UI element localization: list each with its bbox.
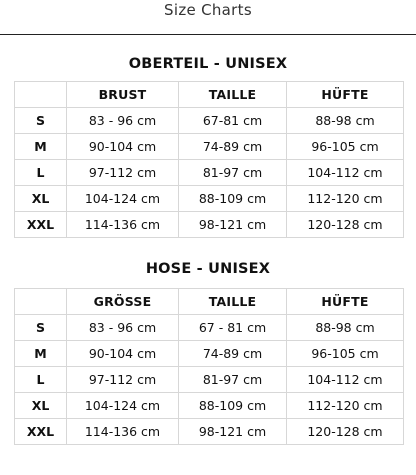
table-title-hose: HOSE - UNISEX <box>145 261 271 277</box>
table-header-row <box>15 289 404 315</box>
measurement-cell: 81-97 cm <box>179 160 287 186</box>
column-header-taille: TAILLE <box>179 289 287 315</box>
measurement-cell: 120-128 cm <box>287 212 404 238</box>
size-label: S <box>15 108 67 134</box>
measurement-cell: 83 - 96 cm <box>67 108 179 134</box>
measurement-cell: 67 - 81 cm <box>179 315 287 341</box>
table-row <box>15 393 404 419</box>
size-label: S <box>15 315 67 341</box>
size-label: L <box>15 367 67 393</box>
table-row <box>15 212 404 238</box>
table-row <box>15 134 404 160</box>
measurement-cell: 97-112 cm <box>67 367 179 393</box>
measurement-cell: 112-120 cm <box>287 393 404 419</box>
page-header <box>0 0 416 35</box>
size-label: XXL <box>15 419 67 445</box>
measurement-cell: 114-136 cm <box>67 419 179 445</box>
measurement-cell: 98-121 cm <box>179 419 287 445</box>
size-label: XL <box>15 393 67 419</box>
measurement-cell: 88-98 cm <box>287 315 404 341</box>
table-row <box>15 341 404 367</box>
column-header-brust: BRUST <box>67 82 179 108</box>
column-header-huefte: HÜFTE <box>287 82 404 108</box>
measurement-cell: 104-112 cm <box>287 160 404 186</box>
table-row <box>15 108 404 134</box>
table-row <box>15 186 404 212</box>
measurement-cell: 74-89 cm <box>179 134 287 160</box>
column-header-size <box>15 289 67 315</box>
measurement-cell: 114-136 cm <box>67 212 179 238</box>
page-title: Size Charts <box>164 1 252 19</box>
measurement-cell: 120-128 cm <box>287 419 404 445</box>
table-row <box>15 367 404 393</box>
measurement-cell: 96-105 cm <box>287 134 404 160</box>
measurement-cell: 96-105 cm <box>287 341 404 367</box>
table-body <box>15 315 404 445</box>
size-table-hose <box>14 288 404 445</box>
measurement-cell: 90-104 cm <box>67 341 179 367</box>
column-header-taille: TAILLE <box>179 82 287 108</box>
measurement-cell: 83 - 96 cm <box>67 315 179 341</box>
measurement-cell: 104-124 cm <box>67 186 179 212</box>
measurement-cell: 67-81 cm <box>179 108 287 134</box>
table-row <box>15 315 404 341</box>
measurement-cell: 88-98 cm <box>287 108 404 134</box>
size-label: XL <box>15 186 67 212</box>
measurement-cell: 112-120 cm <box>287 186 404 212</box>
measurement-cell: 90-104 cm <box>67 134 179 160</box>
size-table-oberteil <box>14 81 404 238</box>
column-header-size <box>15 82 67 108</box>
measurement-cell: 104-124 cm <box>67 393 179 419</box>
column-header-huefte: HÜFTE <box>287 289 404 315</box>
measurement-cell: 81-97 cm <box>179 367 287 393</box>
measurement-cell: 88-109 cm <box>179 186 287 212</box>
measurement-cell: 88-109 cm <box>179 393 287 419</box>
measurement-cell: 98-121 cm <box>179 212 287 238</box>
size-label: M <box>15 341 67 367</box>
measurement-cell: 97-112 cm <box>67 160 179 186</box>
size-label: L <box>15 160 67 186</box>
table-body <box>15 108 404 238</box>
size-label: M <box>15 134 67 160</box>
table-title-oberteil: OBERTEIL - UNISEX <box>128 56 288 72</box>
column-header-groesse: GRÖSSE <box>67 289 179 315</box>
measurement-cell: 104-112 cm <box>287 367 404 393</box>
table-row <box>15 160 404 186</box>
table-header-row <box>15 82 404 108</box>
measurement-cell: 74-89 cm <box>179 341 287 367</box>
table-row <box>15 419 404 445</box>
size-label: XXL <box>15 212 67 238</box>
